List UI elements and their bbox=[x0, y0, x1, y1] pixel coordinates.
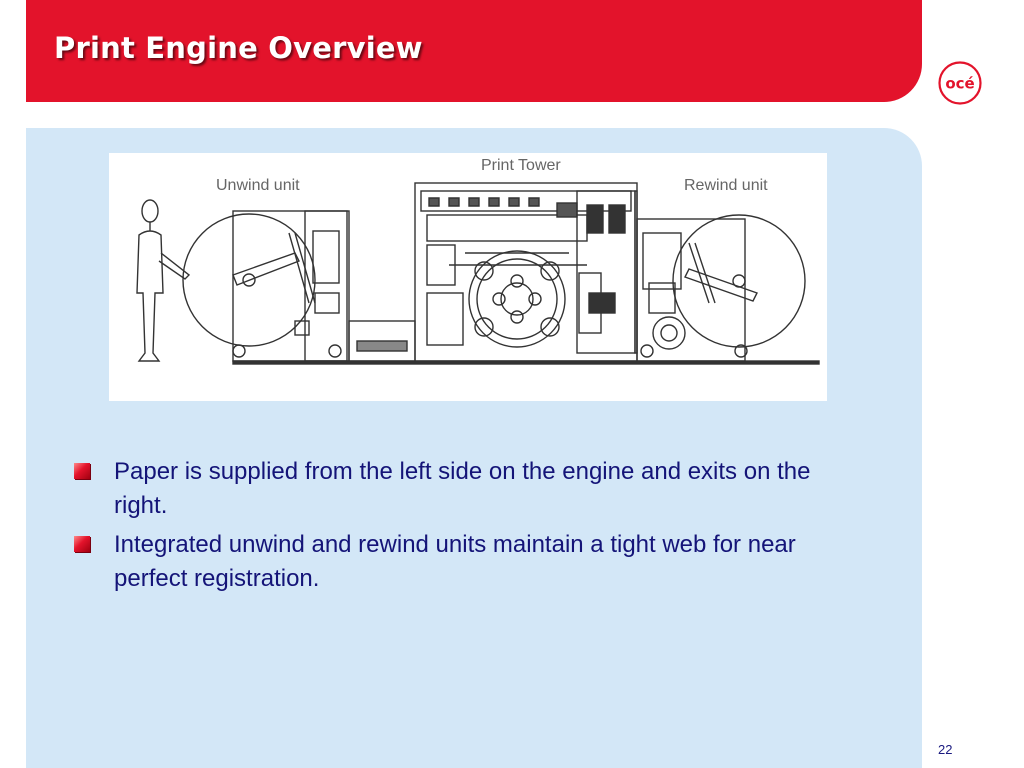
base-frame bbox=[233, 321, 819, 364]
bullet-item bbox=[74, 455, 834, 523]
oce-logo-icon bbox=[936, 60, 984, 106]
print-engine-figure bbox=[109, 153, 827, 401]
bullet-square-icon bbox=[74, 536, 90, 552]
page-number: 22 bbox=[938, 742, 953, 757]
bullet-text: Paper is supplied from the left side on the engine and exits on the right. bbox=[114, 458, 811, 519]
operator-figure bbox=[137, 200, 189, 361]
unwind-unit-label: Unwind unit bbox=[216, 177, 300, 194]
bullet-item bbox=[74, 528, 834, 596]
title-bar bbox=[26, 0, 922, 102]
slide-title: Print Engine Overview bbox=[54, 31, 423, 65]
bullet-list bbox=[74, 455, 834, 601]
bullet-text: Integrated unwind and rewind units maintain a tight web for near perfect registration. bbox=[114, 531, 796, 592]
bullet-square-icon bbox=[74, 463, 90, 479]
svg-text:océ: océ bbox=[945, 74, 975, 93]
print-tower-label: Print Tower bbox=[481, 157, 561, 174]
rewind-unit bbox=[637, 219, 747, 361]
rewind-unit-label: Rewind unit bbox=[684, 177, 768, 194]
rewind-reel bbox=[673, 215, 805, 347]
print-tower bbox=[415, 183, 637, 361]
